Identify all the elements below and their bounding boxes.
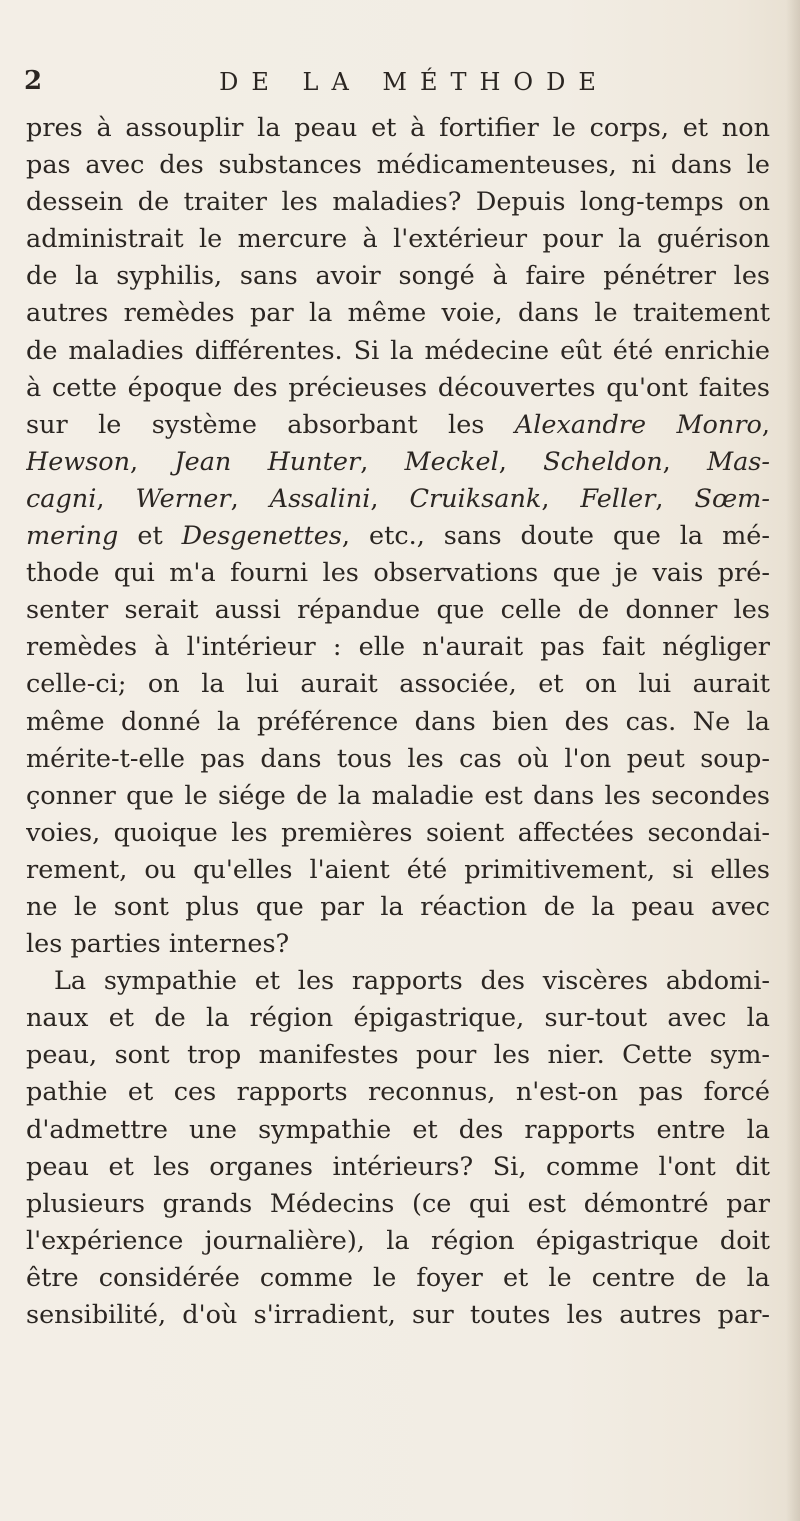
text-line [26, 295, 770, 332]
text-segment: rement, ou qu'elles l'aient été primitivement, si elles [26, 854, 770, 885]
text-line [26, 852, 770, 889]
text-segment: mérite-t-elle pas dans tous les cas où l'on peut soup- [26, 743, 770, 774]
italic-name: cagni [26, 483, 97, 514]
text-line [26, 370, 770, 407]
italic-name: Jean Hunter [174, 446, 361, 477]
text-segment: çonner que le siége de la maladie est dans les secondes [26, 780, 770, 811]
text-line [26, 258, 770, 295]
text-line [26, 555, 770, 592]
text-line [26, 518, 770, 555]
text-line [26, 407, 770, 444]
text-segment: plusieurs grands Médecins (ce qui est démontré par [26, 1188, 770, 1219]
text-segment: peau, sont trop manifestes pour les nier. Cette sym- [26, 1040, 770, 1071]
text-segment: naux et de la région épigastrique, sur-tout avec la [26, 1003, 770, 1034]
italic-name: Sœm- [694, 483, 770, 514]
text-segment: thode qui m'a fourni les observations que je vais pré- [26, 558, 770, 589]
text-segment: pres à assouplir la peau et à fortifier le corps, et non [26, 113, 770, 143]
text-segment: voies, quoique les premières soient affectées secondai- [26, 817, 770, 848]
text-line [26, 1112, 770, 1149]
text-segment: , [498, 446, 544, 477]
text-line [26, 481, 770, 518]
page-header [24, 66, 764, 106]
text-segment: , [370, 483, 410, 514]
text-segment: ne le sont plus que par la réaction de la peau avec [26, 891, 770, 922]
text-segment: , [541, 483, 581, 514]
text-line [26, 1074, 770, 1111]
italic-name: Cruiksank [409, 483, 542, 514]
text-segment: d'admettre une sympathie et des rapports entre la [26, 1114, 770, 1145]
italic-name: Meckel [404, 446, 499, 477]
text-line [26, 333, 770, 370]
text-line [26, 704, 770, 741]
text-segment: autres remèdes par la même voie, dans le traitement [26, 298, 770, 329]
italic-name: Desgenettes [181, 521, 342, 552]
body-text [26, 110, 770, 1334]
text-segment: même donné la préférence dans bien des cas. Ne la [26, 706, 770, 737]
text-segment: sensibilité, d'où s'irradient, sur toutes les autres par- [26, 1300, 770, 1330]
text-segment: , [96, 483, 136, 514]
running-title: DE LA MÉTHODE [219, 68, 609, 96]
text-line [26, 110, 770, 147]
text-line [26, 963, 770, 1000]
text-segment: , [360, 446, 405, 477]
italic-name: Werner [135, 483, 231, 514]
italic-name: mering [26, 521, 119, 552]
text-line [26, 1260, 770, 1297]
text-line [26, 1223, 770, 1260]
text-line [26, 741, 770, 778]
text-line [26, 221, 770, 258]
text-segment: dessein de traiter les maladies? Depuis long-temps on [26, 187, 770, 218]
text-segment: être considérée comme le foyer et le centre de la [26, 1262, 770, 1293]
text-segment: , [761, 409, 770, 440]
italic-name: Hewson [26, 446, 131, 477]
text-segment: administrait le mercure à l'extérieur pour la guérison [26, 224, 770, 255]
italic-name: Scheldon [543, 446, 663, 477]
text-segment: l'expérience journalière), la région épigastrique doit [26, 1225, 770, 1256]
text-segment: , [230, 483, 270, 514]
text-segment: La sympathie et les rapports des viscères abdomi- [54, 966, 770, 997]
text-segment: pas avec des substances médicamenteuses, ni dans le [26, 150, 770, 181]
italic-name: Mas- [706, 446, 770, 477]
text-segment: senter serait aussi répandue que celle de donner les [26, 595, 770, 626]
text-line [26, 778, 770, 815]
text-line [26, 592, 770, 629]
text-line [26, 629, 770, 666]
text-line [26, 926, 770, 963]
page-edge-shadow [786, 0, 800, 1521]
text-segment: , [130, 446, 175, 477]
text-line [26, 1000, 770, 1037]
text-line [26, 147, 770, 184]
italic-name: Assalini [269, 483, 371, 514]
text-segment: peau et les organes intérieurs? Si, comme l'ont dit [26, 1151, 770, 1182]
text-segment: , [662, 446, 707, 477]
text-segment: et [118, 521, 182, 552]
page-number: 2 [24, 66, 43, 96]
text-line [26, 1186, 770, 1223]
text-line [26, 1149, 770, 1186]
text-segment: , etc., sans doute que la mé- [341, 521, 770, 552]
text-line [26, 666, 770, 703]
text-segment: , [655, 483, 695, 514]
text-line [26, 444, 770, 481]
text-segment: à cette époque des précieuses découvertes qu'ont faites [26, 372, 770, 403]
text-segment: pathie et ces rapports reconnus, n'est-on pas forcé [26, 1077, 770, 1108]
text-segment: celle-ci; on la lui aurait associée, et on lui aurait [26, 669, 770, 700]
text-line [26, 815, 770, 852]
text-line [26, 889, 770, 926]
text-segment: remèdes à l'intérieur : elle n'aurait pas fait négliger [26, 632, 770, 663]
text-segment: de maladies différentes. Si la médecine eût été enrichie [26, 335, 770, 366]
text-line [26, 1037, 770, 1074]
text-line [26, 1297, 770, 1334]
text-segment: de la syphilis, sans avoir songé à faire pénétrer les [26, 261, 770, 292]
text-line [26, 184, 770, 221]
text-segment: les parties internes? [26, 929, 290, 960]
italic-name: Alexandre Monro [514, 409, 762, 440]
italic-name: Feller [580, 483, 656, 514]
text-segment: sur le système absorbant les [26, 409, 515, 440]
